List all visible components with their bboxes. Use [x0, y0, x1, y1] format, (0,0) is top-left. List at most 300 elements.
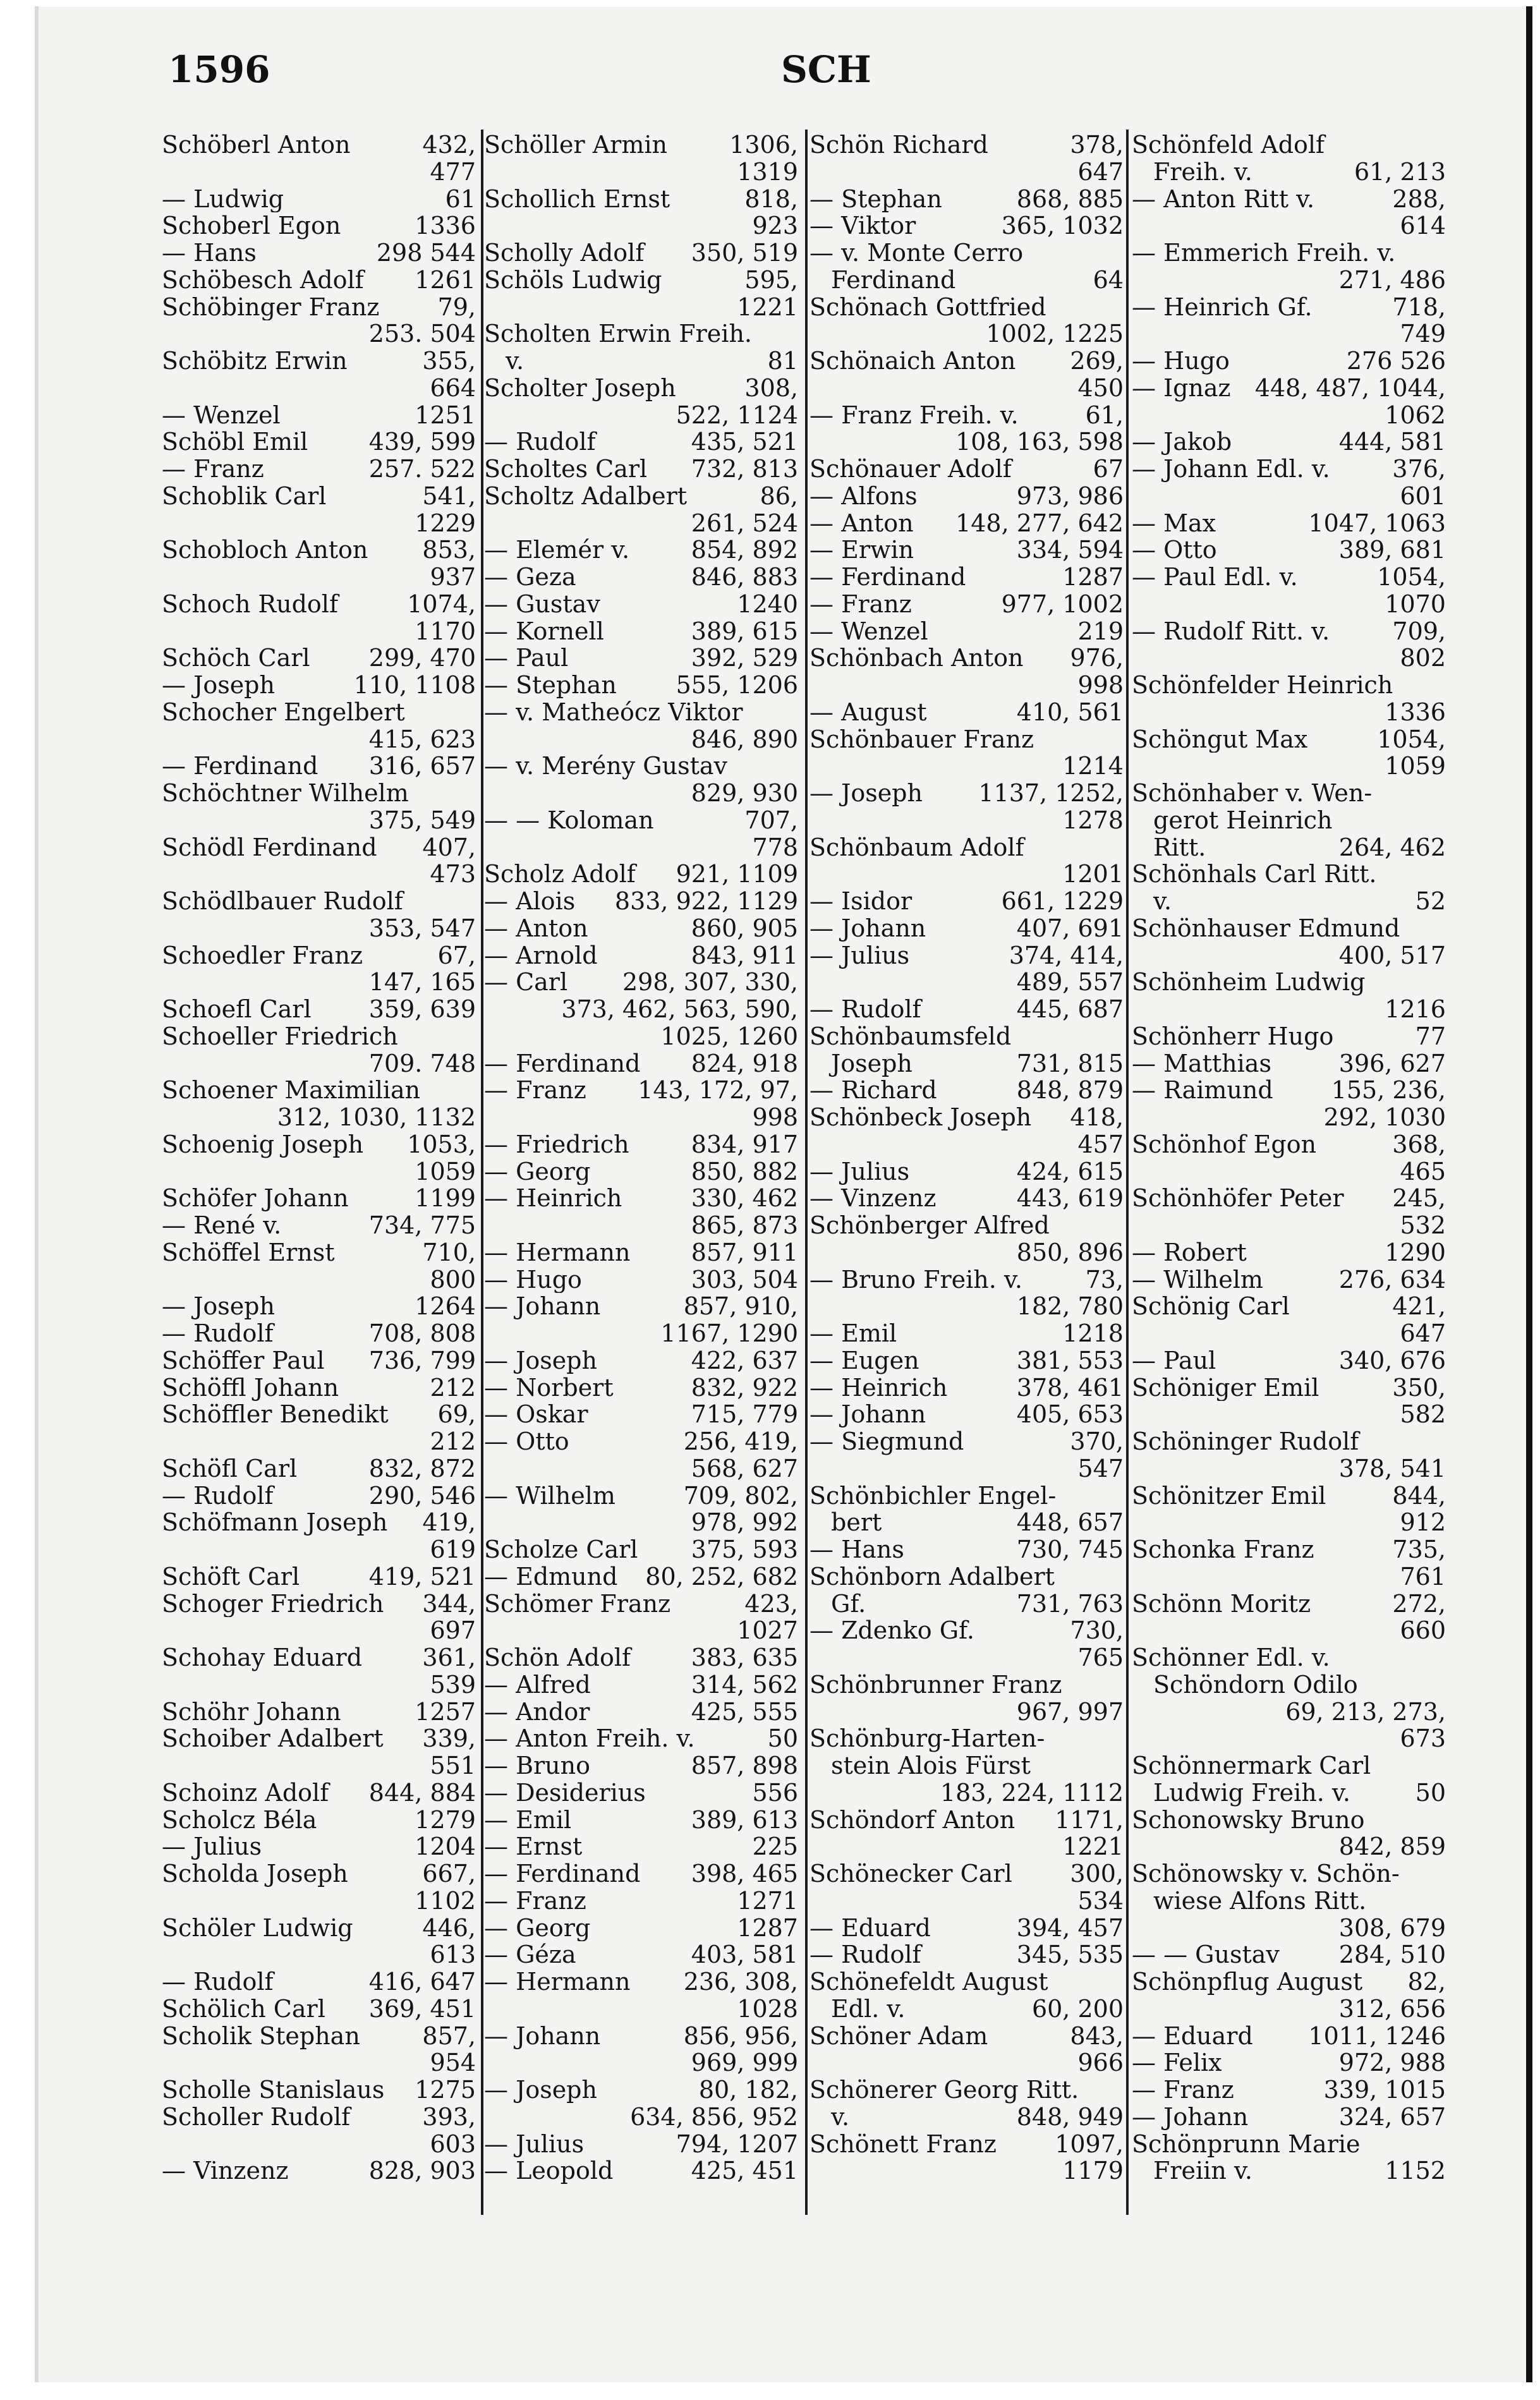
entry-name: — Heinrich — [484, 1185, 622, 1212]
index-entry — [162, 1671, 476, 1699]
entry-name: — Joseph — [162, 1293, 275, 1320]
index-entry — [162, 618, 476, 645]
entry-page-refs: 715, 779 — [691, 1400, 798, 1429]
entry-name: Schoeller Friedrich — [162, 1022, 398, 1050]
index-entry — [1132, 942, 1446, 969]
entry-name: — Richard — [809, 1077, 937, 1104]
index-entry — [809, 1050, 1124, 1077]
index-entry — [162, 834, 476, 861]
entry-page-refs: 731, 763 — [1016, 1589, 1124, 1618]
entry-page-refs: 954 — [430, 2049, 476, 2077]
index-entry — [484, 131, 798, 159]
entry-name: — Paul — [1132, 1347, 1216, 1374]
entry-page-refs: 225 — [752, 1833, 798, 1861]
entry-name: Schöch Carl — [162, 645, 310, 672]
index-entry — [1132, 428, 1446, 456]
column-divider — [481, 130, 483, 2215]
index-entry — [162, 1779, 476, 1807]
entry-name: Schöhr Johann — [162, 1698, 341, 1726]
entry-page-refs — [470, 1023, 476, 1050]
entry-page-refs: 155, 236, — [1331, 1076, 1446, 1105]
index-entry — [162, 1996, 476, 2023]
entry-name: — Emmerich Freih. v. — [1132, 239, 1396, 267]
entry-page-refs: 60, 200 — [1031, 1994, 1124, 2023]
entry-name — [809, 1888, 1071, 1915]
entry-page-refs: 1251 — [415, 401, 476, 429]
entry-name — [162, 618, 408, 645]
index-entry — [809, 375, 1124, 402]
entry-page-refs: 407, — [422, 833, 476, 861]
entry-page-refs — [792, 699, 798, 726]
index-entry — [484, 672, 798, 699]
entry-page-refs — [792, 753, 798, 780]
entry-name — [1132, 1833, 1333, 1860]
entry-page-refs: 749 — [1400, 320, 1446, 348]
entry-name: Schöfmann Joseph — [162, 1509, 388, 1536]
entry-page-refs: 661, 1229 — [1001, 887, 1124, 915]
entry-page-refs: 314, 562 — [691, 1670, 798, 1699]
index-entry — [484, 1536, 798, 1563]
entry-page-refs: 67, — [437, 941, 476, 969]
index-entry — [484, 1725, 798, 1752]
index-entry — [809, 159, 1124, 186]
entry-page-refs: 477 — [430, 157, 476, 186]
entry-name: Schönach Gottfried — [809, 293, 1046, 321]
entry-name — [484, 1212, 685, 1239]
entry-name: — Bruno Freih. v. — [809, 1266, 1022, 1294]
entry-page-refs: 448, 657 — [1016, 1508, 1124, 1537]
entry-page-refs: 373, 462, 563, 590, — [561, 995, 798, 1023]
index-entry — [162, 402, 476, 429]
entry-name: Schöffel Ernst — [162, 1239, 335, 1266]
entry-name: Schönhaber v. Wen- — [1132, 780, 1373, 807]
entry-name — [1132, 1617, 1393, 1644]
index-entry — [162, 212, 476, 239]
entry-name: Schöndorn Odilo — [1153, 1671, 1358, 1699]
index-entry — [809, 348, 1124, 375]
entry-name — [162, 1050, 363, 1077]
index-entry — [1132, 834, 1446, 861]
entry-name: — Ludwig — [162, 185, 284, 213]
entry-name: Schöner Adam — [809, 2022, 988, 2050]
entry-page-refs: 1279 — [415, 1805, 476, 1834]
entry-name: Scholda Joseph — [162, 1860, 348, 1888]
entry-page-refs: 1278 — [1062, 806, 1124, 834]
entry-name — [809, 1779, 934, 1807]
entry-name: Schönhauser Edmund — [1132, 914, 1400, 942]
index-entry — [809, 942, 1124, 969]
entry-page-refs: 148, 277, 642 — [955, 509, 1124, 537]
entry-page-refs — [1117, 1725, 1124, 1752]
index-entry — [162, 1482, 476, 1510]
entry-page-refs: 730, — [1070, 1616, 1124, 1645]
index-entry — [809, 1725, 1124, 1752]
index-entry — [1132, 618, 1446, 645]
entry-page-refs: 614 — [1400, 212, 1446, 240]
entry-name: Schönbaum Adolf — [809, 833, 1024, 861]
entry-page-refs: 416, 647 — [368, 1968, 476, 1996]
entry-page-refs: 1264 — [415, 1292, 476, 1321]
entry-name: — Joseph — [484, 2076, 597, 2104]
entry-page-refs: 1152 — [1385, 2157, 1446, 2185]
entry-name: — Rudolf — [809, 1941, 921, 1968]
entry-name: Schönett Franz — [809, 2130, 997, 2158]
entry-page-refs: 673 — [1400, 1724, 1446, 1753]
index-entry — [484, 1131, 798, 1158]
entry-page-refs: 1070 — [1385, 590, 1446, 618]
index-entry — [1132, 2076, 1446, 2104]
entry-name: Schönerer Georg Ritt. — [809, 2076, 1079, 2104]
index-entry — [809, 672, 1124, 699]
entry-name — [809, 1699, 1010, 1726]
index-entry — [484, 428, 798, 456]
entry-name: — Desiderius — [484, 1779, 646, 1807]
entry-page-refs: 667, — [422, 1860, 476, 1888]
entry-page-refs: 378, — [1070, 131, 1124, 159]
entry-name: — Eduard — [809, 1914, 931, 1942]
entry-name: — Julius — [162, 1833, 262, 1860]
entry-name — [484, 2049, 685, 2076]
index-entry — [809, 861, 1124, 888]
index-entry — [809, 1779, 1124, 1807]
index-entry — [162, 267, 476, 294]
entry-name: Scholly Adolf — [484, 239, 645, 267]
entry-page-refs: 340, 676 — [1338, 1346, 1446, 1374]
entry-name: — Ignaz — [1132, 374, 1231, 402]
index-entry — [162, 564, 476, 591]
entry-name: — Carl — [484, 969, 568, 996]
entry-name: — Max — [1132, 509, 1216, 537]
entry-page-refs: 853, — [422, 536, 476, 564]
entry-page-refs: 844, 884 — [368, 1778, 476, 1807]
index-entry — [1132, 320, 1446, 348]
entry-name: bert — [831, 1509, 882, 1536]
index-entry — [809, 294, 1124, 321]
index-entry — [809, 726, 1124, 753]
entry-page-refs: 832, 922 — [691, 1373, 798, 1402]
entry-name: — Felix — [1132, 2049, 1222, 2076]
index-entry — [162, 320, 476, 348]
entry-name: Schocher Engelbert — [162, 698, 405, 726]
entry-page-refs: 1261 — [415, 265, 476, 294]
index-entry — [162, 888, 476, 915]
entry-page-refs — [1117, 294, 1124, 321]
entry-page-refs: 582 — [1400, 1400, 1446, 1429]
entry-name — [484, 2104, 624, 2131]
index-entry — [484, 1509, 798, 1536]
entry-name — [1132, 212, 1393, 239]
entry-page-refs — [1440, 915, 1446, 942]
index-entry — [484, 969, 798, 996]
entry-page-refs: 731, 815 — [1016, 1049, 1124, 1077]
index-entry — [1132, 564, 1446, 591]
entry-name: — Heinrich Gf. — [1132, 293, 1313, 321]
entry-page-refs: 396, 627 — [1338, 1049, 1446, 1077]
entry-page-refs: 407, 691 — [1016, 914, 1124, 942]
entry-name: — René v. — [162, 1212, 282, 1239]
index-entry — [809, 915, 1124, 942]
entry-name — [809, 428, 949, 456]
index-entry — [162, 672, 476, 699]
index-entry — [809, 1023, 1124, 1050]
entry-page-refs: 844, — [1392, 1481, 1446, 1510]
entry-page-refs — [1440, 1860, 1446, 1888]
entry-page-refs: 824, 918 — [691, 1049, 798, 1077]
entry-page-refs: 732, 813 — [691, 455, 798, 483]
index-entry — [484, 294, 798, 321]
entry-page-refs: 457 — [1077, 1130, 1124, 1158]
index-entry — [484, 1915, 798, 1942]
index-entry — [809, 1671, 1124, 1699]
entry-name: Ludwig Freih. v. — [1153, 1779, 1350, 1807]
entry-name: Schönn Moritz — [1132, 1590, 1311, 1618]
index-entry — [1132, 2049, 1446, 2076]
entry-name: Scholtz Adalbert — [484, 482, 688, 510]
entry-name: Schönbrunner Franz — [809, 1671, 1062, 1699]
index-entry — [809, 591, 1124, 618]
entry-page-refs — [1440, 969, 1446, 996]
entry-name: Joseph — [831, 1050, 912, 1077]
directory-page — [35, 6, 1532, 2382]
index-entry — [484, 186, 798, 213]
index-entry — [162, 1617, 476, 1644]
entry-page-refs: 1028 — [737, 1994, 798, 2023]
index-entry — [162, 1401, 476, 1428]
entry-page-refs: 1011, 1246 — [1308, 2021, 1446, 2050]
entry-name: — Arnold — [484, 942, 598, 969]
entry-page-refs — [1117, 1023, 1124, 1050]
entry-name: Schöffler Benedikt — [162, 1401, 389, 1428]
entry-page-refs: 290, 546 — [368, 1481, 476, 1510]
entry-page-refs: 534 — [1077, 1886, 1124, 1915]
index-entry — [162, 645, 476, 672]
entry-page-refs: 419, 521 — [368, 1562, 476, 1591]
index-entry — [162, 1185, 476, 1212]
entry-name — [1132, 1996, 1333, 2023]
entry-name — [162, 1752, 423, 1779]
index-entry — [484, 1374, 798, 1402]
entry-name: — Ferdinand — [162, 753, 318, 780]
entry-name: — Vinzenz — [809, 1185, 937, 1212]
entry-page-refs: 778 — [752, 833, 798, 861]
entry-name: Schöchtner Wilhelm — [162, 780, 409, 807]
index-entry — [484, 2131, 798, 2158]
entry-page-refs: 418, — [1070, 1103, 1124, 1131]
entry-page-refs: 212 — [430, 1427, 476, 1455]
entry-name: — Wilhelm — [1132, 1266, 1263, 1294]
entry-name: — Hugo — [1132, 348, 1230, 375]
entry-name — [484, 212, 746, 239]
entry-page-refs: 324, 657 — [1338, 2102, 1446, 2131]
index-entry — [1132, 780, 1446, 807]
entry-name: — Rudolf — [162, 1968, 274, 1996]
index-entry — [484, 1239, 798, 1266]
entry-name — [1132, 1455, 1333, 1482]
entry-page-refs: 709, 802, — [683, 1481, 798, 1510]
index-entry — [162, 1050, 476, 1077]
entry-page-refs: 299, 470 — [368, 644, 476, 672]
index-entry — [1132, 1455, 1446, 1482]
entry-name: — Johann — [809, 914, 926, 942]
index-entry — [1132, 807, 1446, 834]
index-entry — [162, 1131, 476, 1158]
index-entry — [162, 1293, 476, 1320]
index-entry — [809, 2157, 1124, 2185]
index-entry — [162, 2131, 476, 2158]
entry-page-refs — [470, 699, 476, 726]
entry-page-refs: 718, — [1392, 293, 1446, 321]
entry-page-refs: 446, — [422, 1913, 476, 1942]
entry-page-refs: 532 — [1400, 1211, 1446, 1239]
index-entry — [484, 1941, 798, 1968]
entry-name: — Kornell — [484, 617, 604, 645]
entry-name — [1132, 996, 1378, 1023]
entry-name — [809, 672, 1071, 699]
index-entry — [809, 1996, 1124, 2023]
index-entry — [162, 1725, 476, 1752]
index-entry — [809, 267, 1124, 294]
entry-name: — Géza — [484, 1941, 576, 1968]
index-entry — [809, 1401, 1124, 1428]
entry-page-refs: 276, 634 — [1338, 1265, 1446, 1294]
index-entry — [1132, 294, 1446, 321]
entry-page-refs: 61, 213 — [1354, 157, 1446, 186]
entry-name: — Emil — [809, 1320, 897, 1347]
index-entry — [1132, 1644, 1446, 1671]
entry-name: Schönbeck Joseph — [809, 1104, 1032, 1131]
entry-name — [162, 1941, 423, 1968]
entry-page-refs: 77 — [1415, 1022, 1446, 1050]
entry-page-refs: 868, 885 — [1016, 185, 1124, 213]
entry-page-refs: 660 — [1400, 1616, 1446, 1645]
index-entry — [809, 2131, 1124, 2158]
entry-name — [484, 1104, 746, 1131]
index-entry — [484, 483, 798, 510]
entry-name — [809, 1455, 1071, 1482]
entry-name — [484, 159, 731, 186]
index-entry — [484, 2157, 798, 2185]
entry-page-refs — [1117, 1968, 1124, 1996]
entry-page-refs: 345, 535 — [1016, 1941, 1124, 1969]
entry-page-refs: 734, 775 — [368, 1211, 476, 1239]
entry-name: — Edmund — [484, 1563, 618, 1591]
entry-name: — v. Matheócz Viktor — [484, 698, 743, 726]
index-entry — [1132, 1104, 1446, 1131]
entry-page-refs: 1102 — [415, 1886, 476, 1915]
entry-name: — Ferdinand — [484, 1050, 641, 1077]
entry-name: — Johann — [809, 1401, 926, 1428]
entry-name: — Otto — [1132, 536, 1217, 564]
index-entry — [484, 861, 798, 888]
entry-page-refs — [1117, 239, 1124, 267]
entry-page-refs: 415, 623 — [368, 725, 476, 753]
entry-page-refs: 854, 892 — [691, 536, 798, 564]
index-entry — [484, 1644, 798, 1671]
entry-page-refs: 312, 656 — [1338, 1994, 1446, 2023]
index-entry — [162, 1752, 476, 1779]
entry-name — [162, 726, 363, 753]
entry-page-refs: 1025, 1260 — [660, 1022, 798, 1050]
entry-name: — Alfons — [809, 482, 918, 510]
entry-page-refs: 1221 — [737, 293, 798, 321]
entry-name — [809, 807, 1056, 834]
index-entry — [809, 428, 1124, 456]
entry-page-refs: 998 — [752, 1103, 798, 1131]
index-entry — [162, 1455, 476, 1482]
entry-name: Schönberger Alfred — [809, 1212, 1050, 1239]
index-entry — [1132, 915, 1446, 942]
entry-name: Scholze Carl — [484, 1536, 638, 1563]
entry-page-refs: 1137, 1252, — [978, 779, 1124, 807]
index-entry — [484, 1807, 798, 1834]
entry-page-refs: 378, 461 — [1016, 1373, 1124, 1402]
entry-page-refs: 730, 745 — [1016, 1536, 1124, 1563]
entry-page-refs: 143, 172, 97, — [638, 1076, 798, 1105]
index-entry — [1132, 1699, 1446, 1726]
entry-name: — Wenzel — [809, 617, 928, 645]
index-entry — [1132, 1158, 1446, 1185]
entry-page-refs: 969, 999 — [691, 2049, 798, 2077]
entry-name — [1132, 1104, 1318, 1131]
entry-name: Schönherr Hugo — [1132, 1022, 1334, 1050]
entry-name: — Ferdinand — [809, 564, 966, 591]
entry-page-refs: 424, 615 — [1016, 1157, 1124, 1185]
entry-page-refs: 710, — [422, 1238, 476, 1266]
entry-name — [484, 510, 685, 537]
entry-name: — Matthias — [1132, 1050, 1271, 1077]
entry-page-refs: 316, 657 — [368, 752, 476, 780]
index-entry — [1132, 159, 1446, 186]
entry-page-refs: 1074, — [407, 590, 476, 618]
index-entry — [162, 1509, 476, 1536]
entry-page-refs: 269, — [1070, 347, 1124, 375]
entry-name: Schoberl Egon — [162, 212, 341, 239]
entry-page-refs: 308, 679 — [1338, 1913, 1446, 1942]
entry-page-refs: 339, 1015 — [1323, 2076, 1446, 2104]
index-entry — [1132, 1293, 1446, 1320]
entry-name: — Rudolf — [484, 428, 596, 456]
entry-page-refs: 967, 997 — [1016, 1697, 1124, 1726]
index-entry — [809, 1536, 1124, 1563]
index-entry — [1132, 1509, 1446, 1536]
entry-page-refs: 353, 547 — [368, 914, 476, 942]
index-entry — [1132, 996, 1446, 1023]
entry-name: Schöbesch Adolf — [162, 266, 364, 294]
index-entry — [1132, 1131, 1446, 1158]
entry-name — [484, 1320, 654, 1347]
entry-name: — Eugen — [809, 1347, 919, 1374]
index-entry — [162, 1860, 476, 1888]
entry-page-refs: 818, — [744, 185, 798, 213]
entry-name — [1132, 267, 1333, 294]
index-entry — [162, 456, 476, 483]
entry-name: — — Koloman — [484, 806, 654, 834]
index-entry — [484, 591, 798, 618]
entry-name — [162, 375, 423, 402]
entry-name: — Bruno — [484, 1752, 590, 1779]
entry-page-refs: 709. 748 — [368, 1049, 476, 1077]
entry-page-refs: 551 — [430, 1752, 476, 1779]
entry-name — [1132, 402, 1378, 429]
entry-page-refs: 619 — [430, 1536, 476, 1563]
index-entry — [809, 1509, 1124, 1536]
entry-name — [1132, 1915, 1333, 1942]
index-entry — [162, 348, 476, 375]
index-entry — [809, 186, 1124, 213]
entry-page-refs: 425, 555 — [691, 1697, 798, 1726]
entry-name — [484, 294, 731, 321]
entry-page-refs: 355, — [422, 347, 476, 375]
